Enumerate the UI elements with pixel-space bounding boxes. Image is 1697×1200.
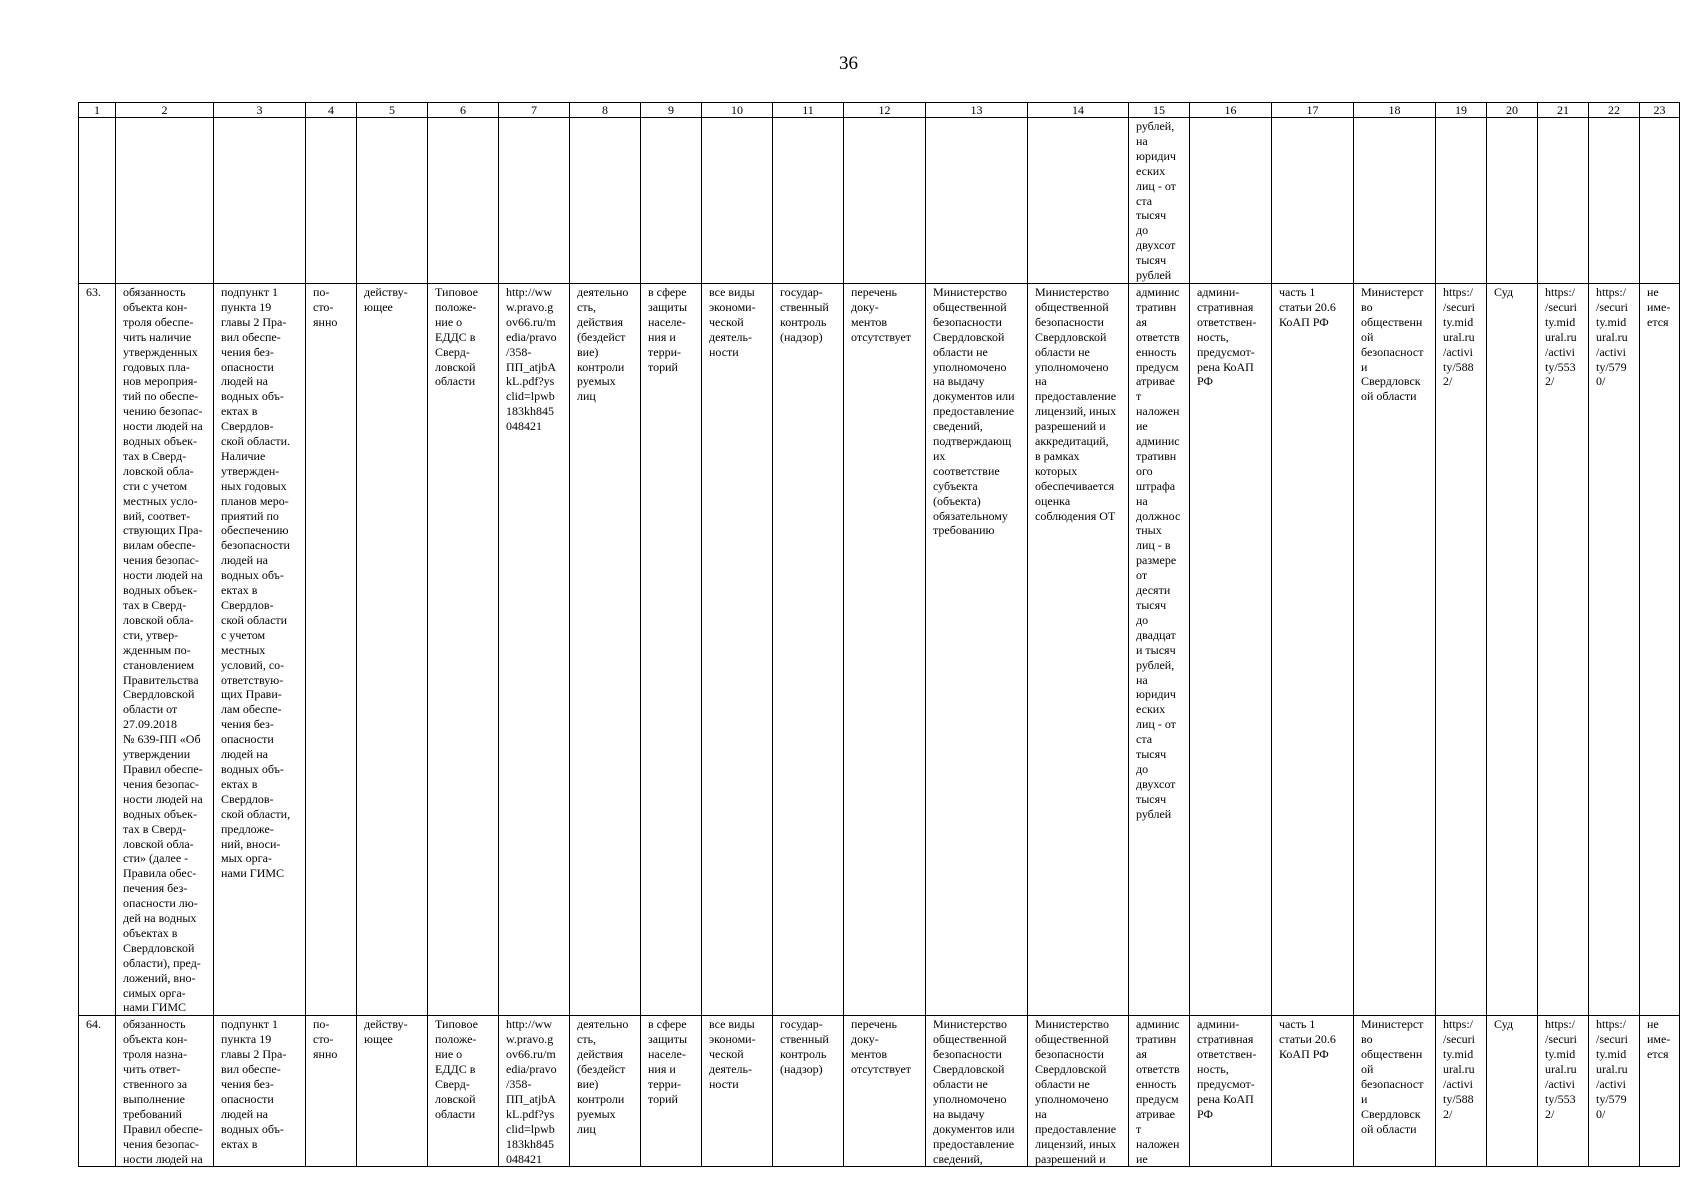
cell-text: подпункт 1 пункта 19 главы 2 Пра- вил обеспе- чения без- опасности людей на водных объ- ектах в [221,1017,287,1151]
column-number-23: 23 [1640,103,1680,118]
cell-text: Министерство общественной безопасности Свердловской области не уполномочено на предоставление лицензий, иных разрешений и [1035,1017,1117,1166]
table-cell-col-1 [79,283,116,1015]
cell-text: https:/ /securi ty.mid ural.ru /activi ty/588 2/ [1443,1017,1475,1121]
cell-text: подпункт 1 пункта 19 главы 2 Пра- вил обеспе- чения без- опасности людей на водных объ- ектах в Свердлов- ской области. Наличие утвержден- ных годовых планов меро- приятий по обеспечению безопасности людей на водных объ- ектах в Свердлов- ской области с учетом местных условий, со- ответствую- щих Прави- лам обеспе- чения без- опасности людей на водных объ- ектах в Свердлов- ской области, предложе- ний, вноси- мых орга- нами ГИМС [221,284,291,881]
table-cell-col-17 [1272,1016,1354,1167]
cell-text: в сфере защиты населе- ния и терри- торий [648,284,688,374]
table-cell-col-2 [116,283,214,1015]
cell-text: все виды экономи- ческой деятель- ности [709,284,756,359]
table-cell-col-8 [570,118,641,284]
table-cell-col-19 [1436,1016,1487,1167]
cell-text: государ- ственный контроль (надзор) [780,284,829,344]
page-number: 36 [839,53,858,74]
cell-text: Министерство общественной безопасности Свердловской области не уполномочено на предоставление лицензий, иных разрешений и аккредитаций, в рамках которых обеспечивается оценка соблюдения ОТ [1035,284,1117,523]
cell-text: деятельно сть, действия (бездейст вие) контроли руемых лиц [577,1017,629,1136]
table-cell-col-18 [1354,283,1436,1015]
table-cell-col-17 [1272,118,1354,284]
table-cell-col-3 [214,1016,306,1167]
cell-text: обязанность объекта кон- троля назна- чить ответ- ственного за выполнение требований Правил обеспе- чения безопас- ности людей на [123,1017,203,1166]
cell-text: часть 1 статьи 20.6 КоАП РФ [1279,284,1336,329]
column-number-10: 10 [702,103,773,118]
table-row-continuation [79,118,1680,284]
table-cell-col-11 [773,118,844,284]
table-cell-col-9 [641,1016,702,1167]
table-cell-col-20 [1487,118,1538,284]
table-cell-col-11 [773,1016,844,1167]
table-cell-col-16 [1190,283,1272,1015]
table-cell-col-21 [1538,1016,1589,1167]
table-cell-col-11 [773,283,844,1015]
cell-text: в сфере защиты населе- ния и терри- торий [648,1017,688,1106]
column-number-6: 6 [428,103,499,118]
cell-text: https:/ /securi ty.mid ural.ru /activi ty/579 0/ [1596,1017,1628,1121]
table-cell-col-2 [116,1016,214,1167]
column-number-2: 2 [116,103,214,118]
column-number-16: 16 [1190,103,1272,118]
column-number-3: 3 [214,103,306,118]
cell-text: Типовое положе- ние о ЕДДС в Сверд- ловской области [435,1017,478,1121]
cell-text: обязанность объекта кон- троля обеспе- чить наличие утвержденных годовых пла- нов мероприя- тий по обеспе- чению безопас- ности людей на водных объек- тах в Сверд- ловской обла- сти с учетом местных усло- вий, соответ- ствующих Пра- вилам обеспе- чения безопас- ности людей на водных объек- тах в Сверд- ловской обла- сти, утвер- жденным по- становлением Правительства Свердловской области от 27.09.2018 № 639-ПП «Об утверждении Правил обеспе- чения безопас- ности людей на водных объек- тах в Сверд- ловской обла- сти» (далее - Правила обес- печения без- опасности лю- дей на водных объектах в Свердловской области), пред- ложений, вно- симых орга- нами ГИМС [123,284,203,1015]
table-cell-col-4 [306,283,357,1015]
column-number-5: 5 [357,103,428,118]
table-row-63 [79,283,1680,1015]
cell-text: действу- ющее [364,284,408,314]
table-cell-col-12 [844,283,926,1015]
table-cell-col-7 [499,283,570,1015]
cell-text: http://ww w.pravo.g ov66.ru/m edia/pravo /358- ПП_atjbA kL.pdf?ys clid=lpwb 183kh845 048421 [506,1017,557,1166]
cell-text: деятельно сть, действия (бездейст вие) контроли руемых лиц [577,284,629,404]
table-cell-col-1 [79,1016,116,1167]
table-cell-col-20 [1487,1016,1538,1167]
column-number-1: 1 [79,103,116,118]
column-number-12: 12 [844,103,926,118]
cell-text: действу- ющее [364,1017,408,1047]
cell-text: по- сто- янно [313,284,338,329]
table-cell-col-10 [702,118,773,284]
table-cell-col-7 [499,1016,570,1167]
table-cell-col-12 [844,1016,926,1167]
table-cell-col-14 [1028,118,1129,284]
table-cell-col-4 [306,1016,357,1167]
cell-text: Суд [1494,284,1514,299]
table-cell-col-10 [702,283,773,1015]
table-cell-col-2 [116,118,214,284]
table-cell-col-13 [926,283,1028,1015]
table-cell-col-3 [214,118,306,284]
table-cell-col-4 [306,118,357,284]
cell-text: http://ww w.pravo.g ov66.ru/m edia/pravo /358- ПП_atjbA kL.pdf?ys clid=lpwb 183kh845 048421 [506,284,557,434]
table-cell-col-12 [844,118,926,284]
cell-text: перечень доку- ментов отсутствует [851,284,912,344]
column-number-8: 8 [570,103,641,118]
column-number-18: 18 [1354,103,1436,118]
column-number-row [79,103,1680,118]
table-cell-col-6 [428,283,499,1015]
column-number-21: 21 [1538,103,1589,118]
table-cell-col-5 [357,283,428,1015]
column-number-13: 13 [926,103,1028,118]
cell-text: Министерство общественной безопасности Свердловской области не уполномочено на выдачу документов или предоставление сведений, подтверждающ их соответствие субъекта (объекта) обязательному требованию [933,284,1015,538]
cell-text: https:/ /securi ty.mid ural.ru /activi ty/553 2/ [1545,284,1577,389]
table-cell-col-6 [428,118,499,284]
cell-text: https:/ /securi ty.mid ural.ru /activi ty/579 0/ [1596,284,1628,389]
table-cell-col-15 [1129,1016,1190,1167]
table-cell-col-18 [1354,118,1436,284]
cell-text: не име- ется [1647,284,1671,329]
cell-text: админис тративн ая ответств енность предусм атривае т наложен ие админис тративн ого штрафа на должнос тных лиц - в размере от десяти тысяч до двадцат и тысяч рублей, на юридич еских лиц - от ста тысяч до двухсот тысяч рублей [1136,284,1181,821]
table-cell-col-19 [1436,118,1487,284]
cell-text: админи- стративная ответствен- ность, предусмот- рена КоАП РФ [1197,1017,1257,1121]
cell-text: часть 1 статьи 20.6 КоАП РФ [1279,1017,1336,1062]
table-cell-col-9 [641,118,702,284]
table-cell-col-5 [357,1016,428,1167]
table-cell-col-10 [702,1016,773,1167]
table-cell-col-3 [214,283,306,1015]
table-cell-col-6 [428,1016,499,1167]
table-row-64 [79,1016,1680,1167]
table-cell-col-17 [1272,283,1354,1015]
column-number-14: 14 [1028,103,1129,118]
cell-text: 63. [86,284,101,299]
cell-text: 64. [86,1017,101,1032]
table-cell-col-7 [499,118,570,284]
table-cell-col-1 [79,118,116,284]
table-cell-col-15 [1129,283,1190,1015]
table-cell-col-23 [1640,283,1680,1015]
table-cell-col-13 [926,1016,1028,1167]
cell-text: рублей, на юридич еских лиц - от ста тысяч до двухсот тысяч рублей [1136,119,1176,283]
cell-text: перечень доку- ментов отсутствует [851,1017,912,1077]
table-cell-col-14 [1028,283,1129,1015]
table-cell-col-22 [1589,1016,1640,1167]
cell-text: админис тративн ая ответств енность предусм атривае т наложен ие [1136,1017,1180,1166]
requirements-table [78,102,1680,1167]
column-number-11: 11 [773,103,844,118]
cell-text: государ- ственный контроль (надзор) [780,1017,829,1077]
column-number-22: 22 [1589,103,1640,118]
table-cell-col-13 [926,118,1028,284]
table-cell-col-18 [1354,1016,1436,1167]
table-cell-col-21 [1538,118,1589,284]
cell-text: админи- стративная ответствен- ность, предусмот- рена КоАП РФ [1197,284,1257,389]
table-cell-col-8 [570,283,641,1015]
column-number-20: 20 [1487,103,1538,118]
cell-text: Министерство общественной безопасности Свердловской области не уполномочено на выдачу документов или предоставление сведений, [933,1017,1015,1166]
table-cell-col-14 [1028,1016,1129,1167]
cell-text: не име- ется [1647,1017,1671,1062]
column-number-17: 17 [1272,103,1354,118]
table-cell-col-16 [1190,1016,1272,1167]
table-cell-col-5 [357,118,428,284]
cell-text: все виды экономи- ческой деятель- ности [709,1017,756,1091]
table-cell-col-21 [1538,283,1589,1015]
table-cell-col-16 [1190,118,1272,284]
cell-text: Типовое положе- ние о ЕДДС в Сверд- ловской области [435,284,478,389]
cell-text: Министерст во общественн ой безопасност и Свердловск ой области [1361,1017,1424,1136]
table-cell-col-22 [1589,118,1640,284]
table-cell-col-20 [1487,283,1538,1015]
column-number-15: 15 [1129,103,1190,118]
cell-text: https:/ /securi ty.mid ural.ru /activi ty/553 2/ [1545,1017,1577,1121]
table-cell-col-19 [1436,283,1487,1015]
table-cell-col-22 [1589,283,1640,1015]
table-cell-col-23 [1640,1016,1680,1167]
table-cell-col-15 [1129,118,1190,284]
cell-text: Суд [1494,1017,1514,1032]
column-number-19: 19 [1436,103,1487,118]
table-cell-col-8 [570,1016,641,1167]
table-cell-col-9 [641,283,702,1015]
column-number-7: 7 [499,103,570,118]
column-number-4: 4 [306,103,357,118]
cell-text: https:/ /securi ty.mid ural.ru /activi ty/588 2/ [1443,284,1475,389]
cell-text: Министерст во общественн ой безопасност и Свердловск ой области [1361,284,1424,404]
table-cell-col-23 [1640,118,1680,284]
column-number-9: 9 [641,103,702,118]
cell-text: по- сто- янно [313,1017,338,1062]
